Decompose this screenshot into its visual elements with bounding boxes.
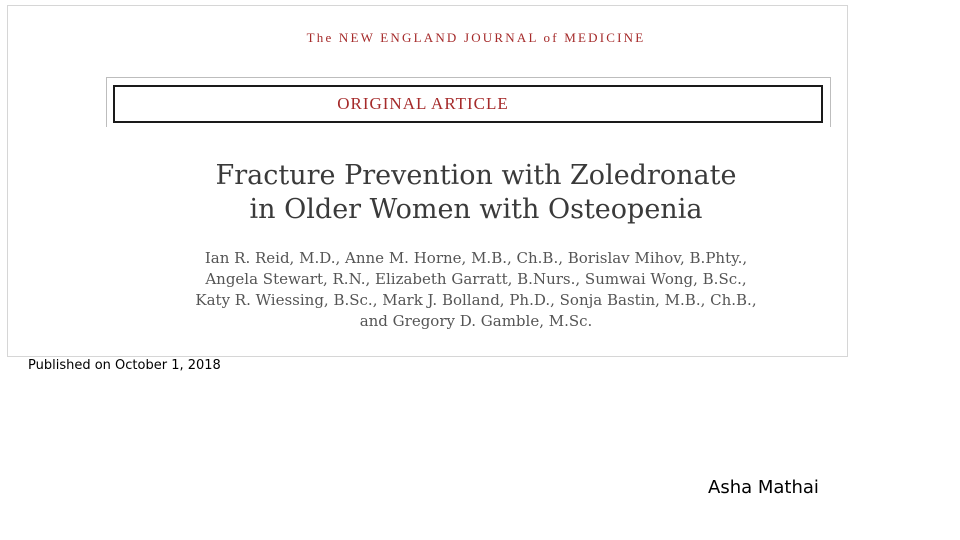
- journal-name: The NEW ENGLAND JOURNAL of MEDICINE: [306, 30, 646, 45]
- section-band: [106, 77, 831, 127]
- author-line-3: Katy R. Wiessing, B.Sc., Mark J. Bolland, Ph.D., Sonja Bastin, M.B., Ch.B.,: [195, 291, 757, 309]
- author-line-2: Angela Stewart, R.N., Elizabeth Garratt, B.Nurs., Sumwai Wong, B.Sc.,: [205, 270, 747, 288]
- title-line-1: Fracture Prevention with Zoledronate: [215, 160, 737, 191]
- section-box: [113, 85, 823, 123]
- title-line-2: in Older Women with Osteopenia: [249, 194, 703, 225]
- article-title: [8, 159, 944, 227]
- author-line-4: and Gregory D. Gamble, M.Sc.: [359, 312, 593, 330]
- author-line-1: Ian R. Reid, M.D., Anne M. Horne, M.B., Ch.B., Borislav Mihov, B.Phty.,: [204, 249, 748, 267]
- section-label: ORIGINAL ARTICLE: [337, 94, 509, 113]
- author-list: [8, 248, 944, 332]
- presenter-name: Asha Mathai: [708, 477, 819, 498]
- article-header-image: [7, 5, 848, 357]
- publication-date: Published on October 1, 2018: [28, 358, 221, 373]
